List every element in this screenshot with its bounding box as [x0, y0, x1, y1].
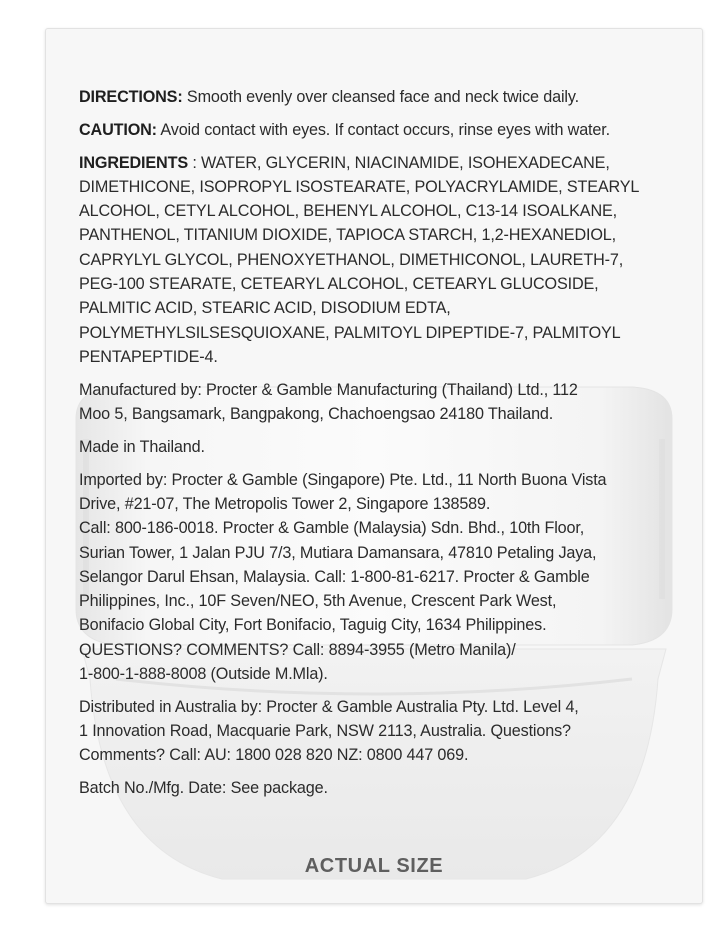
distributed-line: Distributed in Australia by: Procter & Gamble Australia Pty. Ltd. Level 4, — [79, 697, 579, 716]
manufactured-line: Manufactured by: Procter & Gamble Manufacturing (Thailand) Ltd., 112 — [79, 380, 578, 399]
caution-label: CAUTION: — [79, 120, 157, 139]
ingredients-line: PALMITIC ACID, STEARIC ACID, DISODIUM EDTA, — [79, 299, 451, 318]
ingredients-paragraph — [79, 151, 679, 370]
ingredients-line: DIMETHICONE, ISOPROPYL ISOSTEARATE, POLYACRYLAMIDE, STEARYL — [79, 177, 640, 196]
imported-line: Philippines, Inc., 10F Seven/NEO, 5th Avenue, Crescent Park West, — [79, 592, 557, 611]
imported-line: Selangor Darul Ehsan, Malaysia. Call: 1-800-81-6217. Procter & Gamble — [79, 567, 590, 586]
imported-line: Bonifacio Global City, Fort Bonifacio, Taguig City, 1634 Philippines. — [79, 616, 547, 635]
actual-size-label: ACTUAL SIZE — [304, 855, 444, 877]
imported-line: Imported by: Procter & Gamble (Singapore) Pte. Ltd., 11 North Buona Vista — [79, 470, 607, 489]
distributed-line: Comments? Call: AU: 1800 028 820 NZ: 0800 447 069. — [79, 746, 469, 765]
directions-text: Smooth evenly over cleansed face and neck twice daily. — [182, 88, 579, 106]
caution-paragraph — [79, 118, 679, 142]
directions-label: DIRECTIONS: — [79, 88, 183, 106]
ingredients-label: INGREDIENTS — [79, 153, 188, 172]
imported-line: QUESTIONS? COMMENTS? Call: 8894-3955 (Metro Manila)/ — [79, 640, 516, 659]
ingredients-line: : WATER, GLYCERIN, NIACINAMIDE, ISOHEXADECANE, — [187, 153, 610, 172]
ingredients-line: PENTAPEPTIDE-4. — [79, 347, 218, 366]
directions-paragraph — [79, 85, 679, 109]
label-text — [79, 85, 679, 809]
manufactured-paragraph — [79, 378, 679, 427]
imported-line: 1-800-1-888-8008 (Outside M.Mla). — [79, 665, 328, 684]
made-in-paragraph: Made in Thailand. — [79, 437, 205, 456]
label-card — [45, 28, 703, 904]
imported-line: Call: 800-186-0018. Procter & Gamble (Malaysia) Sdn. Bhd., 10th Floor, — [79, 519, 585, 538]
imported-paragraph — [79, 468, 679, 687]
ingredients-line: PANTHENOL, TITANIUM DIOXIDE, TAPIOCA STARCH, 1,2-HEXANEDIOL, — [79, 226, 616, 245]
manufactured-line: Moo 5, Bangsamark, Bangpakong, Chachoengsao 24180 Thailand. — [79, 405, 554, 424]
distributed-line: 1 Innovation Road, Macquarie Park, NSW 2113, Australia. Questions? — [79, 722, 571, 741]
caution-text: Avoid contact with eyes. If contact occurs, rinse eyes with water. — [156, 120, 610, 139]
imported-line: Drive, #21-07, The Metropolis Tower 2, Singapore 138589. — [79, 494, 491, 513]
ingredients-line: CAPRYLYL GLYCOL, PHENOXYETHANOL, DIMETHICONOL, LAURETH-7, — [79, 250, 624, 269]
batch-paragraph: Batch No./Mfg. Date: See package. — [79, 779, 328, 798]
distributed-paragraph — [79, 695, 679, 768]
imported-line: Surian Tower, 1 Jalan PJU 7/3, Mutiara Damansara, 47810 Petaling Jaya, — [79, 543, 597, 562]
ingredients-line: PEG-100 STEARATE, CETEARYL ALCOHOL, CETEARYL GLUCOSIDE, — [79, 275, 599, 294]
ingredients-line: ALCOHOL, CETYL ALCOHOL, BEHENYL ALCOHOL, C13-14 ISOALKANE, — [79, 202, 617, 221]
ingredients-line: POLYMETHYLSILSESQUIOXANE, PALMITOYL DIPEPTIDE-7, PALMITOYL — [79, 323, 621, 342]
